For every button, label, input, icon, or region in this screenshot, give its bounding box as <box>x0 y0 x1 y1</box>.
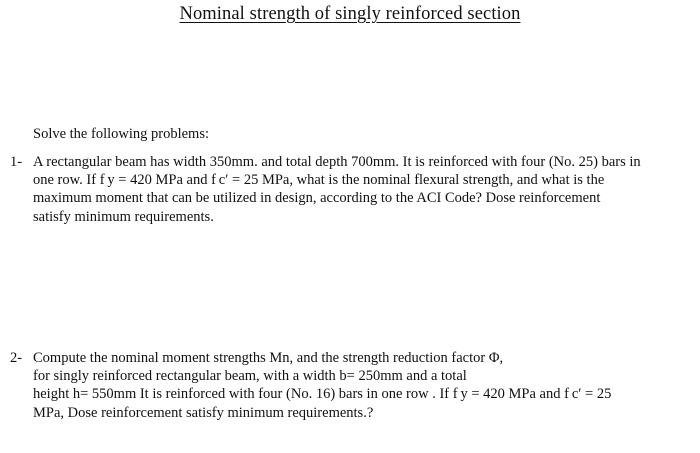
problem-text-line: for singly reinforced rectangular beam, with a width b= 250mm and a total <box>33 368 467 385</box>
problem-number: 2- <box>10 350 23 366</box>
problem-text-line: height h= 550mm It is reinforced with four (No. 16) bars in one row . If f y = 420 MPa and f c′ = 25 <box>33 386 612 403</box>
problem-2 <box>10 349 695 422</box>
instructions-text: Solve the following problems: <box>33 126 209 142</box>
problem-text-line: Compute the nominal moment strengths Mn, and the strength reduction factor Φ, <box>33 350 504 366</box>
document-title: Nominal strength of singly reinforced section <box>179 4 521 24</box>
problem-number: 1- <box>10 154 23 170</box>
problem-text-line: maximum moment that can be utilized in design, according to the ACI Code? Dose reinforcement <box>33 190 601 207</box>
problem-1 <box>10 153 695 226</box>
problem-text-line: satisfy minimum requirements. <box>33 208 214 225</box>
problem-text-line: MPa, Dose reinforcement satisfy minimum requirements.? <box>33 404 374 421</box>
problem-text-line: A rectangular beam has width 350mm. and total depth 700mm. It is reinforced with four (No. 25) bars in <box>33 154 641 170</box>
problem-text-line: one row. If f y = 420 MPa and f c′ = 25 MPa, what is the nominal flexural strength, and what is the <box>33 172 605 189</box>
